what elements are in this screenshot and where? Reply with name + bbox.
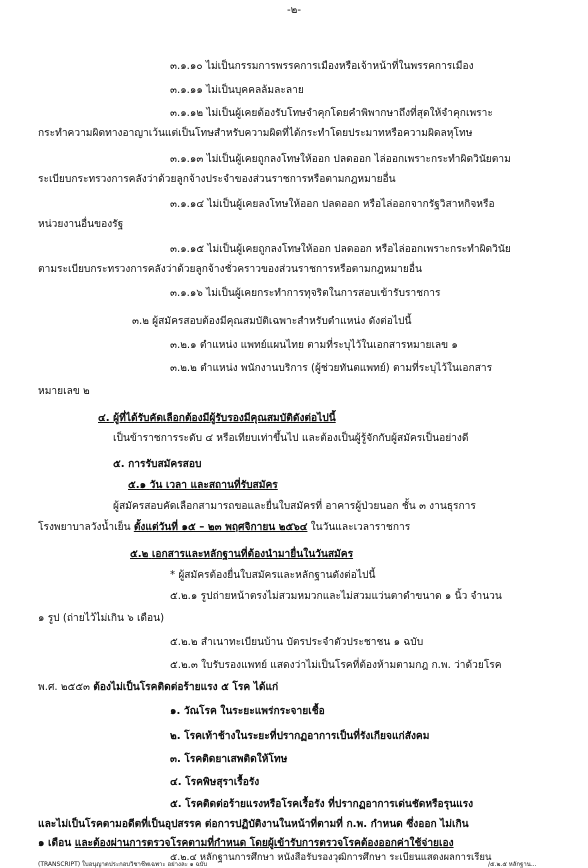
item-number: ๓.๒.๒ (170, 363, 197, 374)
regulation-year: พ.ศ. ๒๕๕๓ (38, 682, 90, 693)
item-5-2-3 (170, 659, 502, 673)
disease-number: ๕. (170, 799, 182, 810)
item-number: ๕.๒.๔ (170, 852, 197, 863)
disease-number: ๓. (170, 754, 181, 765)
disease-continuation-1: และไม่เป็นโรคตามอดีตที่เป็นอุปสรรค ต่อการปฏิบัติงานในหน้าที่ตามที่ ก.พ. กำหนด ซึ่งออก ไม่เกิน (38, 819, 469, 830)
disease-requirement: ต้องไม่เป็นโรคติดต่อร้ายแรง ๕ โรค ได้แก่ (93, 682, 279, 693)
section-title: วัน เวลา และสถานที่รับสมัคร (149, 480, 278, 491)
item-3-2-2 (170, 362, 492, 376)
item-3-1-12 (170, 107, 493, 121)
item-text: ไม่เป็นผู้เคยถูกลงโทษให้ออก ปลดออก หรือไล่ออกเพราะกระทำผิดวินัย (207, 244, 511, 255)
item-text: สำเนาทะเบียนบ้าน บัตรประจำตัวประชาชน ๑ ฉบับ (200, 637, 424, 648)
section-5-2-note: * ผู้สมัครต้องยื่นใบสมัครและหลักฐานดังต่อไปนี้ (170, 570, 376, 581)
disease-item (170, 776, 259, 790)
item-5-2-1-continuation: ๑ รูป (ถ่ายไว้ไม่เกิน ๖ เดือน) (38, 613, 165, 624)
section-title: ผู้ที่ได้รับคัดเลือกต้องมีผู้รับรองมีคุณสมบัติดังต่อไปนี้ (113, 413, 336, 424)
item-5-2-1 (170, 590, 502, 604)
disease-text: โรคพิษสุราเรื้อรัง (185, 777, 260, 788)
office-hours-text: ในวันและเวลาราชการ (310, 522, 411, 533)
section-number: ๕.๑ (128, 480, 147, 491)
item-number: ๓.๑.๑๕ (170, 244, 205, 255)
disease-item (170, 753, 287, 767)
item-3-1-16 (170, 287, 440, 301)
item-number: ๓.๑.๑๐ (170, 61, 203, 72)
section-5-1-line-1: ผู้สมัครสอบคัดเลือกสามารถขอและยื่นใบสมัครที่ อาคารผู้ป่วยนอก ชั้น ๓ งานธุรการ (113, 501, 476, 512)
item-text: ไม่เป็นกรรมการพรรคการเมืองหรือเจ้าหน้าที่ในพรรคการเมือง (205, 61, 474, 72)
disease-continuation-2 (38, 837, 454, 851)
item-3-2-2-continuation: หมายเลข ๒ (38, 386, 90, 397)
item-3-1-15-continuation: ตามระเบียบกระทรวงการคลังว่าด้วยลูกจ้างชั่วคราวของส่วนราชการหรือตามกฎหมายอื่น (38, 264, 422, 275)
item-3-1-11 (170, 84, 304, 98)
section-4-heading (98, 412, 336, 426)
item-text: ตำแหน่ง แพทย์แผนไทย ตามที่ระบุไว้ในเอกสารหมายเลข ๑ (199, 340, 458, 351)
item-5-2-2 (170, 636, 423, 650)
item-3-1-10 (170, 60, 474, 74)
section-3-2-heading (132, 315, 411, 329)
item-3-1-14-continuation: หน่วยงานอื่นของรัฐ (38, 219, 124, 230)
disease-item (170, 798, 473, 812)
item-text: ไม่เป็นผู้เคยถูกลงโทษให้ออก ปลดออก ไล่ออกเพราะกระทำผิดวินัยตาม (206, 154, 511, 165)
item-3-1-12-continuation: กระทำความผิดทางอาญาเว้นแต่เป็นโทษสำหรับความผิดที่ได้กระทำโดยประมาทหรือความผิดลหุโทษ (38, 128, 473, 139)
item-number: ๕.๒.๑ (170, 591, 198, 602)
disease-text: โรคเท้าช้างในระยะที่ปรากฏอาการเป็นที่รังเกียจแก่สังคม (184, 731, 430, 742)
section-5-1-heading (128, 479, 278, 493)
disease-text: วัณโรค ในระยะแพร่กระจายเชื้อ (183, 706, 325, 717)
item-text: ไม่เป็นบุคคลล้มละลาย (206, 85, 304, 96)
item-3-1-14 (170, 198, 495, 212)
validity-period: ๑ เดือน (38, 838, 72, 849)
item-3-1-13-continuation: ระเบียบกระทรวงการคลังว่าด้วยลูกจ้างประจำของส่วนราชการหรือตามกฎหมายอื่น (38, 174, 396, 185)
item-number: ๓.๑.๑๖ (170, 288, 203, 299)
disease-text: โรคติดยาเสพติดให้โทษ (184, 754, 288, 765)
application-dates: ตั้งแต่วันที่ ๑๕ – ๒๓ พฤศจิกายน ๒๕๖๔ (133, 522, 308, 533)
item-3-2-1 (170, 339, 458, 353)
disease-number: ๒. (170, 731, 181, 742)
section-number: ๕. (113, 459, 125, 470)
item-3-1-15 (170, 243, 511, 257)
item-text: ใบรับรองแพทย์ แสดงว่าไม่เป็นโรคที่ต้องห้ามตามกฎ ก.พ. ว่าด้วยโรค (201, 660, 502, 671)
disease-item (170, 730, 429, 744)
item-3-1-13 (170, 153, 511, 167)
next-page-continuation: /๕.๒.๕ หลักฐาน... (488, 861, 537, 868)
section-number: ๓.๒ (132, 316, 149, 327)
item-number: ๓.๑.๑๑ (170, 85, 203, 96)
item-5-2-4-continuation: (TRANSCRIPT) ใบอนุญาตประกอบวิชาชีพเฉพาะ อย่างละ ๑ ฉบับ (38, 861, 208, 868)
item-number: ๓.๒.๑ (170, 340, 197, 351)
item-text: ไม่เป็นผู้เคยต้องรับโทษจำคุกโดยคำพิพากษาถึงที่สุดให้จำคุกเพราะ (206, 108, 493, 119)
item-number: ๓.๑.๑๒ (170, 108, 204, 119)
section-title: ผู้สมัครสอบต้องมีคุณสมบัติเฉพาะสำหรับตำแหน่ง ดังต่อไปนี้ (152, 316, 412, 327)
disease-number: ๔. (170, 777, 182, 788)
medical-exam-requirement: และต้องผ่านการตรวจโรคตามที่กำหนด โดยผู้เข้ารับการตรวจโรคต้องออกค่าใช้จ่ายเอง (74, 838, 454, 849)
page-number: -๒- (286, 5, 302, 16)
hospital-name: โรงพยาบาลวังน้ำเย็น (38, 522, 131, 533)
item-number: ๕.๒.๓ (170, 660, 198, 671)
section-title: การรับสมัครสอบ (128, 459, 202, 470)
item-5-2-4 (170, 853, 491, 863)
section-number: ๔. (98, 413, 110, 424)
section-5-heading (113, 458, 201, 472)
section-5-1-line-2 (38, 521, 410, 535)
item-text: ไม่เป็นผู้เคยกระทำการทุจริตในการสอบเข้ารับราชการ (206, 288, 441, 299)
item-5-2-3-continuation (38, 681, 278, 695)
item-number: ๓.๑.๑๓ (170, 154, 204, 165)
item-text: หลักฐานการศึกษา หนังสือรับรองวุฒิการศึกษา ระเบียนแสดงผลการเรียน (199, 852, 492, 863)
item-number: ๓.๑.๑๔ (170, 199, 205, 210)
disease-item (170, 705, 325, 719)
section-title: เอกสารและหลักฐานที่ต้องนำมายื่นในวันสมัคร (151, 549, 354, 560)
section-number: ๕.๒ (130, 549, 149, 560)
disease-number: ๑. (170, 706, 181, 717)
disease-text: โรคติดต่อร้ายแรงหรือโรคเรื้อรัง ที่ปรากฏอาการเด่นชัดหรือรุนแรง (185, 799, 474, 810)
item-text: ตำแหน่ง พนักงานบริการ (ผู้ช่วยทันตแพทย์) ตามที่ระบุไว้ในเอกสาร (200, 363, 493, 374)
item-text: รูปถ่ายหน้าตรงไม่สวมหมวกและไม่สวมแว่นตาดำขนาด ๑ นิ้ว จำนวน (200, 591, 502, 602)
item-text: ไม่เป็นผู้เคยลงโทษให้ออก ปลดออก หรือไล่ออกจากรัฐวิสาหกิจหรือ (207, 199, 495, 210)
item-number: ๕.๒.๒ (170, 637, 198, 648)
section-4-body: เป็นข้าราชการระดับ ๔ หรือเทียบเท่าขึ้นไป และต้องเป็นผู้รู้จักกับผู้สมัครเป็นอย่างดี (113, 433, 469, 444)
section-5-2-heading (130, 548, 353, 562)
